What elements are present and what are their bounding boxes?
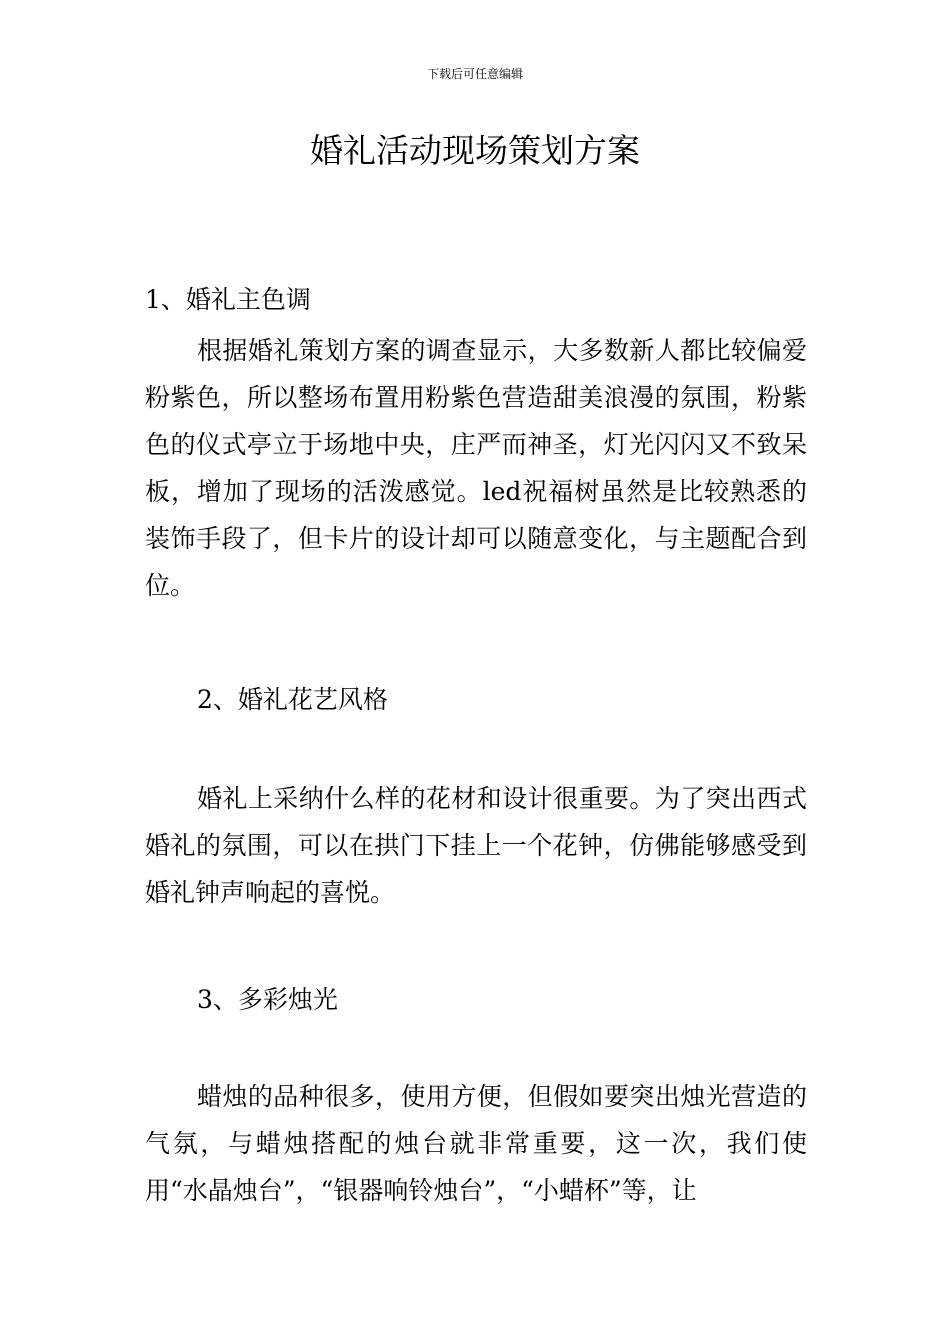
section-1-heading: 1、婚礼主色调: [145, 285, 311, 314]
section-3-paragraph: 蜡烛的品种很多，使用方便，但假如要突出烛光营造的气氛，与蜡烛搭配的烛台就非常重要，这一次，我们使用“水晶烛台”，“银器响铃烛台”，“小蜡杯”等，让: [145, 1082, 807, 1205]
section-3-heading: 3、多彩烛光: [197, 985, 338, 1014]
section-2-heading: 2、婚礼花艺风格: [197, 685, 388, 714]
section-1-paragraph: 根据婚礼策划方案的调查显示，大多数新人都比较偏爱粉紫色，所以整场布置用粉紫色营造甜美浪漫的氛围，粉紫色的仪式亭立于场地中央，庄严而神圣，灯光闪闪又不致呆板，增加了现场的活泼感觉。led祝福树虽然是比较熟悉的装饰手段了，但卡片的设计却可以随意变化，与主题配合到位。: [145, 336, 807, 600]
document-title: 婚礼活动现场策划方案: [310, 131, 640, 170]
section-2-paragraph: 婚礼上采纳什么样的花材和设计很重要。为了突出西式婚礼的氛围，可以在拱门下挂上一个花钟，仿佛能够感受到婚礼钟声响起的喜悦。: [145, 784, 807, 907]
page-header-note: 下载后可任意编辑: [426, 67, 523, 81]
